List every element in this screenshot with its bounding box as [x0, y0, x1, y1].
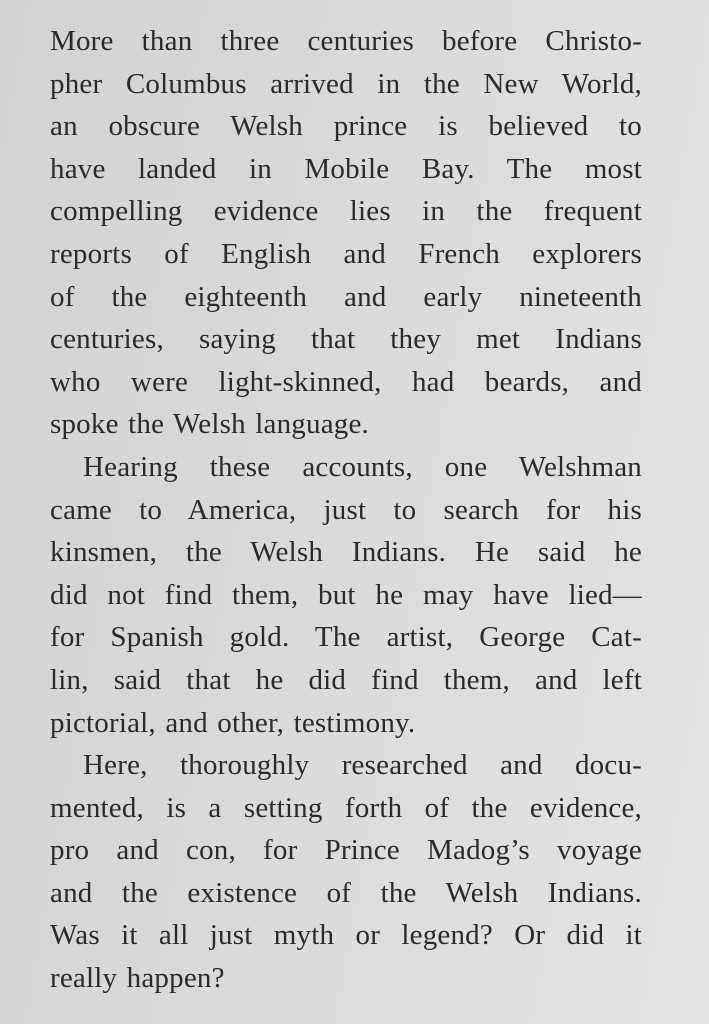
text-line: Here, thoroughly researched and docu- [83, 749, 642, 782]
text-line: More than three centuries before Christo- [50, 25, 642, 57]
text-line: for Spanish gold. The artist, George Cat- [50, 621, 642, 654]
text-line: reports of English and French explorers [50, 237, 642, 270]
text-line: have landed in Mobile Bay. The most [50, 152, 642, 185]
text-line: lin, said that he did find them, and left [50, 663, 642, 696]
text-line: centuries, saying that they met Indians [50, 323, 642, 356]
text-line: came to America, just to search for his [50, 493, 642, 526]
text-line: who were light-skinned, had beards, and [50, 365, 642, 398]
text-line: kinsmen, the Welsh Indians. He said he [50, 536, 642, 569]
text-line: of the eighteenth and early nineteenth [50, 280, 642, 313]
text-line: did not find them, but he may have lied— [50, 578, 642, 611]
blurb-text [50, 20, 642, 1000]
text-line: mented, is a setting forth of the evidence, [50, 791, 642, 824]
text-line: and the existence of the Welsh Indians. [50, 876, 642, 909]
text-line: Was it all just myth or legend? Or did it [50, 919, 642, 952]
text-line: pro and con, for Prince Madog’s voyage [50, 834, 642, 867]
paragraph-2 [50, 446, 642, 744]
text-line: an obscure Welsh prince is believed to [50, 110, 642, 143]
text-line: pictorial, and other, testimony. [50, 706, 416, 739]
text-line: spoke the Welsh language. [50, 408, 369, 441]
paragraph-1 [50, 20, 642, 446]
text-line: really happen? [50, 962, 225, 995]
text-line: pher Columbus arrived in the New World, [50, 67, 642, 100]
paragraph-3 [50, 744, 642, 1000]
text-line: compelling evidence lies in the frequent [50, 195, 642, 228]
text-line: Hearing these accounts, one Welshman [83, 450, 642, 483]
